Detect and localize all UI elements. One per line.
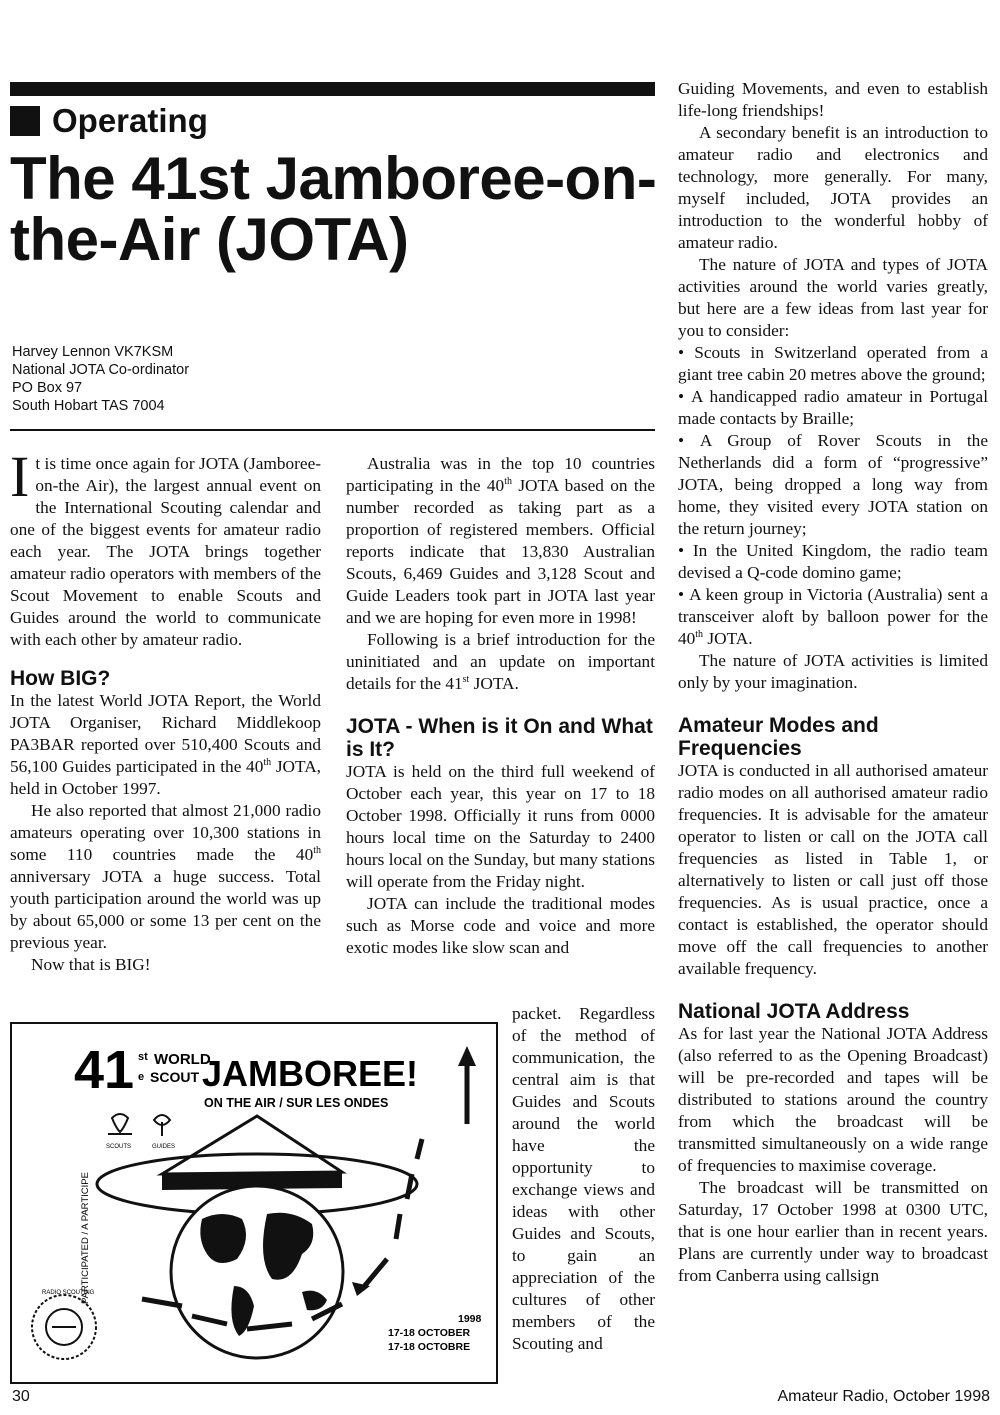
logo-side-text: PARTICIPATED / A PARTICIPE <box>80 1172 91 1304</box>
scouts-emblem-icon <box>106 1114 132 1150</box>
globe-illustration <box>171 1186 343 1358</box>
paragraph: The broadcast will be transmitted on Saturday, 17 October 1998 at 0300 UTC, that is one hour earlier than in recent years. Plans are currently under way to broadcast from Canberra using callsign <box>678 1178 988 1285</box>
author-city: South Hobart TAS 7004 <box>12 398 165 414</box>
paragraph: The nature of JOTA and types of JOTA activities around the world varies greatly, but here are a few ideas from last year for you to consider: <box>678 255 988 340</box>
section-label <box>10 102 208 140</box>
logo-year: 1998 <box>458 1313 482 1325</box>
section-rule <box>10 429 655 431</box>
jamboree-logo <box>10 1022 498 1384</box>
logo-scout: SCOUT <box>150 1069 199 1085</box>
paragraph: JOTA can include the traditional modes such as Morse code and voice and more exotic modes like slow scan and <box>346 894 655 957</box>
logo-date-fr: 17-18 OCTOBRE <box>388 1341 471 1353</box>
paragraph: The nature of JOTA activities is limited only by your imagination. <box>678 651 988 692</box>
logo-world: WORLD <box>154 1051 211 1068</box>
publication-footer: Amateur Radio, October 1998 <box>777 1388 990 1405</box>
paragraph: In the latest World JOTA Report, the World JOTA Organiser, Richard Middlekoop PA3BAR reported over 510,400 Scouts and 56,100 Guides participated in the 40th JOTA, held in October 1997. <box>10 691 321 798</box>
list-item: • In the United Kingdom, the radio team devised a Q-code domino game; <box>678 540 988 584</box>
svg-text:RADIO SCOUTING: RADIO SCOUTING <box>42 1290 95 1296</box>
heading-address: National JOTA Address <box>678 1000 910 1023</box>
paragraph: JOTA is held on the third full weekend of October each year, this year on 17 to 18 October 1998. Officially it runs from 0000 hours local time on the Saturday to 2400 hours local on the Sunday, but many stations will operate from the Friday night. <box>346 762 655 891</box>
article-title: The 41st Jamboree-on-the-Air (JOTA) <box>10 145 657 273</box>
logo-subtitle: ON THE AIR / SUR LES ONDES <box>204 1096 389 1110</box>
paragraph: As for last year the National JOTA Address (also referred to as the Opening Broadcast) will be pre-recorded and tapes will be distributed to stations around the country from which the broadcast will be transmitted simultaneously on a wide range of frequencies to maximise coverage. <box>678 1024 988 1175</box>
logo-date-en: 17-18 OCTOBER <box>388 1327 471 1339</box>
section-label-text: Operating <box>52 102 208 139</box>
paragraph: A secondary benefit is an introduction to amateur radio and electronics and technology, more generally. For many, myself included, JOTA provides an introduction to the wonderful hobby of amateur radio. <box>678 123 988 252</box>
column-2-wrap <box>512 1003 655 1355</box>
paragraph: Guiding Movements, and even to establish life-long friendships! <box>678 79 988 120</box>
list-item: • A handicapped radio amateur in Portugal made contacts by Braille; <box>678 386 988 430</box>
logo-sup-e: e <box>138 1071 145 1083</box>
paragraph: He also reported that almost 21,000 radio amateurs operating over 10,300 stations in some 110 countries made the 40th anniversary JOTA a huge success. Total youth participation around the world was up by about 65,000 or some 13 per cent on the previous year. <box>10 801 321 952</box>
column-2 <box>346 453 655 959</box>
intro-paragraph: It is time once again for JOTA (Jamboree-on-the Air), the largest annual event on the International Scouting calendar and one of the biggest events for amateur radio each year. The JOTA brings together amateur radio operators with members of the Scout Movement to enable Scouts and Guides around the world to communicate with each other by amateur radio. <box>10 444 321 649</box>
guides-emblem-icon <box>152 1115 175 1150</box>
section-square-icon <box>10 106 40 136</box>
column-3 <box>678 78 988 1287</box>
list-item: • A Group of Rover Scouts in the Netherlands did a form of “progressive” JOTA, being dropped a long way from home, they visited every JOTA station on the return journey; <box>678 430 988 540</box>
paragraph: JOTA is conducted in all authorised amateur radio modes on all authorised amateur radio frequencies. It is advisable for the amateur operator to listen or call on the JOTA call frequencies as listed in Table 1, or alternatively to listen or call just off those frequencies. As is usual practice, once a contact is established, the operator should move off the call frequencies to another available frequency. <box>678 761 988 978</box>
author-pobox: PO Box 97 <box>12 380 83 396</box>
logo-jamboree: JAMBOREE! <box>202 1053 419 1094</box>
paragraph: packet. Regardless of the method of communication, the central aim is that Guides and Scouts around the world have the opportunity to exchange views and ideas with other Guides and Scouts, to gain an appreciation of the cultures of other members of the Scouting and <box>512 1004 655 1353</box>
heading-how-big: How BIG? <box>10 667 111 690</box>
paragraph: Australia was in the top 10 countries participating in the 40th JOTA based on the number recorded as taking part as a proportion of registered members. Official reports indicate that 13,830 Australian Scouts, 6,469 Guides and 3,128 Scout and Guide Leaders took part in JOTA last year and we are hoping for even more in 1998! <box>346 454 655 627</box>
svg-text:SCOUTS: SCOUTS <box>106 1144 132 1150</box>
list-item: • Scouts in Switzerland operated from a giant tree cabin 20 metres above the ground; <box>678 342 988 386</box>
author-block <box>12 343 189 415</box>
logo-number: 41 <box>74 1040 135 1100</box>
svg-text:GUIDES: GUIDES <box>152 1144 176 1150</box>
author-name: Harvey Lennon VK7KSM <box>12 344 174 360</box>
activity-list <box>678 342 988 650</box>
drop-cap: I <box>10 444 30 509</box>
list-item: • A keen group in Victoria (Australia) sent a transceiver aloft by balloon power for the 40th JOTA. <box>678 584 988 650</box>
heading-when: JOTA - When is it On and What is It? <box>346 715 653 761</box>
heading-modes: Amateur Modes and Frequencies <box>678 714 879 760</box>
logo-sup-st: st <box>138 1051 148 1063</box>
page-number: 30 <box>12 1388 30 1405</box>
author-role: National JOTA Co-ordinator <box>12 362 190 378</box>
column-1 <box>10 444 321 976</box>
paragraph: Now that is BIG! <box>31 955 151 974</box>
jamboree-logo-art <box>12 1024 496 1382</box>
paragraph: Following is a brief introduction for the uninitiated and an update on important details for the 41st JOTA. <box>346 630 655 693</box>
top-rule <box>10 82 655 96</box>
